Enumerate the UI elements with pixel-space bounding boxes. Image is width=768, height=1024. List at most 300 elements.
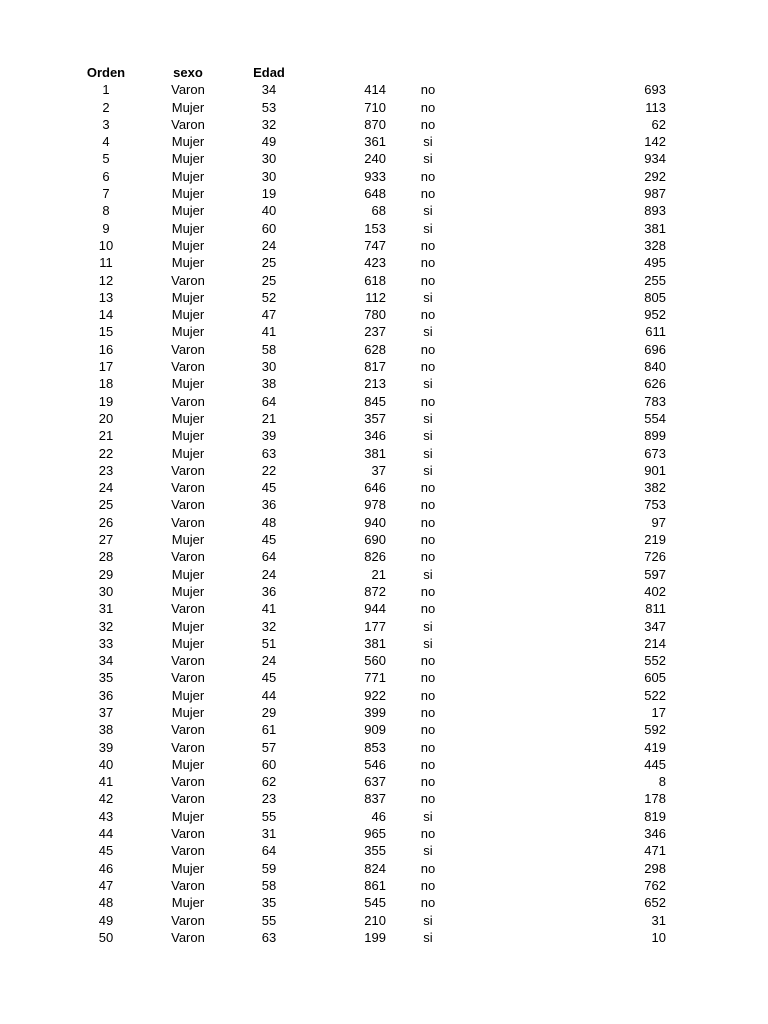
- cell-number: 783: [644, 393, 666, 409]
- cell-edad: 64: [261, 393, 277, 409]
- cell-response: si: [423, 220, 433, 236]
- table-row: [0, 479, 768, 496]
- cell-sexo: Mujer: [171, 704, 205, 720]
- cell-number: 347: [644, 618, 666, 634]
- table-row: [0, 445, 768, 462]
- cell-edad: 23: [261, 791, 277, 807]
- cell-value: 37: [371, 462, 386, 478]
- cell-value: 933: [364, 168, 386, 184]
- cell-edad: 51: [261, 635, 277, 651]
- cell-number: 328: [644, 237, 666, 253]
- table-body: [0, 81, 768, 946]
- cell-response: no: [420, 756, 436, 772]
- cell-sexo: Mujer: [171, 237, 205, 253]
- cell-edad: 36: [261, 583, 277, 599]
- table-row: [0, 600, 768, 617]
- table-row: [0, 618, 768, 635]
- cell-response: si: [423, 428, 433, 444]
- cell-sexo: Varon: [171, 497, 205, 513]
- cell-sexo: Varon: [171, 877, 205, 893]
- cell-edad: 35: [261, 895, 277, 911]
- table-row: [0, 929, 768, 946]
- table-row: [0, 289, 768, 306]
- cell-edad: 29: [261, 704, 277, 720]
- cell-value: 361: [364, 134, 386, 150]
- cell-orden: 30: [98, 583, 114, 599]
- cell-edad: 60: [261, 220, 277, 236]
- cell-orden: 6: [102, 168, 110, 184]
- cell-value: 780: [364, 307, 386, 323]
- cell-value: 560: [364, 653, 386, 669]
- cell-value: 853: [364, 739, 386, 755]
- cell-orden: 11: [99, 255, 113, 271]
- cell-number: 952: [644, 307, 666, 323]
- cell-edad: 30: [261, 168, 277, 184]
- cell-number: 97: [651, 514, 666, 530]
- cell-sexo: Varon: [171, 722, 205, 738]
- cell-edad: 60: [261, 756, 277, 772]
- cell-sexo: Mujer: [171, 808, 205, 824]
- table-row: [0, 687, 768, 704]
- cell-edad: 57: [261, 739, 277, 755]
- cell-orden: 1: [102, 82, 110, 98]
- cell-edad: 19: [261, 186, 277, 202]
- cell-orden: 27: [98, 532, 114, 548]
- cell-orden: 22: [98, 445, 114, 461]
- table-row: [0, 254, 768, 271]
- cell-sexo: Mujer: [171, 895, 205, 911]
- cell-edad: 24: [261, 237, 277, 253]
- cell-value: 940: [364, 514, 386, 530]
- cell-number: 554: [644, 410, 666, 426]
- cell-sexo: Mujer: [171, 168, 205, 184]
- cell-sexo: Mujer: [171, 428, 205, 444]
- cell-value: 112: [365, 289, 386, 305]
- table-row: [0, 566, 768, 583]
- cell-value: 381: [364, 445, 386, 461]
- cell-value: 628: [364, 341, 386, 357]
- table-row: [0, 531, 768, 548]
- cell-sexo: Varon: [171, 912, 205, 928]
- cell-edad: 58: [261, 341, 277, 357]
- cell-value: 381: [364, 635, 386, 651]
- table-row: [0, 808, 768, 825]
- cell-edad: 45: [261, 480, 277, 496]
- cell-sexo: Mujer: [171, 134, 205, 150]
- table-row: [0, 842, 768, 859]
- cell-number: 17: [651, 704, 666, 720]
- cell-sexo: Mujer: [171, 410, 205, 426]
- cell-orden: 13: [98, 289, 114, 305]
- table-row: [0, 168, 768, 185]
- cell-value: 355: [364, 843, 386, 859]
- cell-number: 31: [651, 912, 666, 928]
- cell-sexo: Mujer: [171, 255, 205, 271]
- cell-edad: 32: [261, 618, 277, 634]
- cell-orden: 24: [98, 480, 114, 496]
- table-row: [0, 894, 768, 911]
- cell-value: 210: [364, 912, 386, 928]
- cell-response: no: [420, 307, 436, 323]
- cell-number: 522: [644, 687, 666, 703]
- cell-value: 944: [364, 601, 386, 617]
- table-row: [0, 669, 768, 686]
- cell-sexo: Mujer: [171, 151, 205, 167]
- cell-response: no: [420, 704, 436, 720]
- cell-value: 817: [364, 359, 386, 375]
- cell-sexo: Mujer: [171, 566, 205, 582]
- cell-sexo: Varon: [171, 393, 205, 409]
- table-row: [0, 860, 768, 877]
- cell-value: 237: [364, 324, 386, 340]
- cell-edad: 31: [261, 826, 277, 842]
- cell-sexo: Varon: [171, 843, 205, 859]
- cell-response: no: [420, 860, 436, 876]
- cell-response: no: [420, 791, 436, 807]
- cell-edad: 45: [261, 670, 277, 686]
- data-sheet: [0, 64, 768, 946]
- cell-value: 646: [364, 480, 386, 496]
- cell-orden: 10: [98, 237, 114, 253]
- table-row: [0, 220, 768, 237]
- cell-edad: 41: [261, 601, 277, 617]
- cell-orden: 26: [98, 514, 114, 530]
- cell-response: no: [420, 877, 436, 893]
- cell-value: 199: [364, 929, 386, 945]
- cell-edad: 63: [261, 445, 277, 461]
- table-row: [0, 912, 768, 929]
- cell-response: si: [423, 203, 433, 219]
- cell-number: 626: [644, 376, 666, 392]
- cell-response: no: [420, 186, 436, 202]
- cell-response: no: [420, 601, 436, 617]
- cell-sexo: Varon: [171, 791, 205, 807]
- cell-number: 402: [644, 583, 666, 599]
- table-row: [0, 237, 768, 254]
- cell-edad: 36: [261, 497, 277, 513]
- cell-value: 399: [364, 704, 386, 720]
- cell-response: si: [423, 808, 433, 824]
- cell-orden: 15: [98, 324, 114, 340]
- cell-value: 922: [364, 687, 386, 703]
- table-row: [0, 202, 768, 219]
- cell-value: 978: [364, 497, 386, 513]
- cell-number: 934: [644, 151, 666, 167]
- cell-sexo: Varon: [171, 653, 205, 669]
- cell-orden: 49: [98, 912, 114, 928]
- cell-sexo: Mujer: [171, 307, 205, 323]
- cell-value: 648: [364, 186, 386, 202]
- table-row: [0, 635, 768, 652]
- cell-edad: 39: [261, 428, 277, 444]
- cell-response: no: [420, 722, 436, 738]
- cell-value: 346: [364, 428, 386, 444]
- cell-number: 445: [644, 756, 666, 772]
- cell-value: 357: [364, 410, 386, 426]
- cell-value: 545: [364, 895, 386, 911]
- cell-response: no: [420, 99, 436, 115]
- table-row: [0, 739, 768, 756]
- cell-number: 899: [644, 428, 666, 444]
- cell-orden: 9: [102, 220, 110, 236]
- table-row: [0, 825, 768, 842]
- cell-edad: 61: [261, 722, 277, 738]
- cell-value: 240: [364, 151, 386, 167]
- cell-sexo: Mujer: [171, 687, 205, 703]
- table-row: [0, 272, 768, 289]
- cell-response: si: [423, 566, 433, 582]
- cell-response: no: [420, 341, 436, 357]
- cell-response: no: [420, 116, 436, 132]
- cell-value: 423: [364, 255, 386, 271]
- cell-response: si: [423, 134, 433, 150]
- cell-edad: 24: [261, 566, 277, 582]
- cell-number: 819: [644, 808, 666, 824]
- table-row: [0, 514, 768, 531]
- table-row: [0, 410, 768, 427]
- cell-orden: 19: [98, 393, 114, 409]
- table-row: [0, 116, 768, 133]
- table-row: [0, 496, 768, 513]
- cell-sexo: Mujer: [171, 860, 205, 876]
- table-row: [0, 721, 768, 738]
- cell-orden: 47: [98, 877, 114, 893]
- cell-number: 611: [645, 324, 666, 340]
- cell-number: 298: [644, 860, 666, 876]
- cell-edad: 64: [261, 843, 277, 859]
- table-row: [0, 393, 768, 410]
- table-row: [0, 358, 768, 375]
- cell-sexo: Varon: [171, 774, 205, 790]
- cell-number: 10: [651, 929, 666, 945]
- cell-edad: 62: [261, 774, 277, 790]
- cell-edad: 64: [261, 549, 277, 565]
- cell-orden: 42: [98, 791, 114, 807]
- cell-number: 753: [644, 497, 666, 513]
- cell-number: 113: [645, 99, 666, 115]
- cell-response: si: [423, 289, 433, 305]
- cell-orden: 35: [98, 670, 114, 686]
- cell-edad: 38: [261, 376, 277, 392]
- cell-response: no: [420, 82, 436, 98]
- cell-sexo: Varon: [171, 826, 205, 842]
- cell-sexo: Mujer: [171, 532, 205, 548]
- cell-edad: 47: [261, 307, 277, 323]
- cell-response: no: [420, 826, 436, 842]
- cell-response: si: [423, 462, 433, 478]
- cell-value: 153: [364, 220, 386, 236]
- cell-number: 346: [644, 826, 666, 842]
- cell-response: si: [423, 376, 433, 392]
- cell-edad: 30: [261, 151, 277, 167]
- cell-edad: 41: [261, 324, 277, 340]
- cell-orden: 33: [98, 635, 114, 651]
- cell-value: 826: [364, 549, 386, 565]
- cell-response: no: [420, 653, 436, 669]
- cell-orden: 37: [98, 704, 114, 720]
- cell-sexo: Varon: [171, 462, 205, 478]
- cell-value: 861: [364, 877, 386, 893]
- cell-number: 726: [644, 549, 666, 565]
- cell-orden: 2: [102, 99, 110, 115]
- cell-number: 762: [644, 877, 666, 893]
- cell-response: no: [420, 895, 436, 911]
- cell-sexo: Mujer: [171, 203, 205, 219]
- table-row: [0, 462, 768, 479]
- cell-orden: 31: [98, 601, 114, 617]
- cell-number: 893: [644, 203, 666, 219]
- cell-edad: 63: [261, 929, 277, 945]
- table-row: [0, 790, 768, 807]
- cell-orden: 5: [102, 151, 110, 167]
- cell-response: no: [420, 237, 436, 253]
- cell-orden: 48: [98, 895, 114, 911]
- cell-sexo: Mujer: [171, 618, 205, 634]
- cell-number: 142: [644, 134, 666, 150]
- cell-edad: 24: [261, 653, 277, 669]
- table-row: [0, 150, 768, 167]
- table-row: [0, 306, 768, 323]
- cell-sexo: Varon: [171, 359, 205, 375]
- cell-orden: 7: [102, 186, 110, 202]
- cell-sexo: Varon: [171, 272, 205, 288]
- table-row: [0, 652, 768, 669]
- cell-number: 901: [644, 462, 666, 478]
- cell-value: 965: [364, 826, 386, 842]
- header-orden: Orden: [86, 65, 126, 80]
- cell-response: si: [423, 324, 433, 340]
- cell-orden: 41: [98, 774, 114, 790]
- cell-number: 652: [644, 895, 666, 911]
- cell-edad: 52: [261, 289, 277, 305]
- cell-number: 419: [644, 739, 666, 755]
- cell-number: 381: [644, 220, 666, 236]
- table-row: [0, 548, 768, 565]
- cell-response: no: [420, 774, 436, 790]
- cell-edad: 21: [261, 410, 277, 426]
- header-sexo: sexo: [173, 65, 203, 80]
- cell-sexo: Varon: [171, 549, 205, 565]
- cell-sexo: Mujer: [171, 324, 205, 340]
- cell-response: no: [420, 359, 436, 375]
- cell-sexo: Mujer: [171, 583, 205, 599]
- cell-number: 592: [644, 722, 666, 738]
- cell-number: 673: [644, 445, 666, 461]
- cell-number: 292: [644, 168, 666, 184]
- cell-sexo: Varon: [171, 929, 205, 945]
- cell-number: 382: [644, 480, 666, 496]
- cell-number: 495: [644, 255, 666, 271]
- cell-response: si: [423, 929, 433, 945]
- cell-response: no: [420, 272, 436, 288]
- cell-number: 552: [644, 653, 666, 669]
- cell-edad: 25: [261, 272, 277, 288]
- cell-orden: 17: [98, 359, 114, 375]
- cell-response: no: [420, 514, 436, 530]
- cell-response: si: [423, 445, 433, 461]
- cell-orden: 8: [102, 203, 110, 219]
- cell-orden: 16: [98, 341, 114, 357]
- cell-response: no: [420, 670, 436, 686]
- cell-response: no: [420, 255, 436, 271]
- cell-edad: 53: [261, 99, 277, 115]
- cell-response: no: [420, 532, 436, 548]
- cell-orden: 28: [98, 549, 114, 565]
- cell-orden: 25: [98, 497, 114, 513]
- table-row: [0, 99, 768, 116]
- cell-number: 219: [644, 532, 666, 548]
- cell-number: 8: [658, 774, 666, 790]
- cell-response: si: [423, 843, 433, 859]
- cell-number: 605: [644, 670, 666, 686]
- cell-orden: 32: [98, 618, 114, 634]
- cell-response: no: [420, 497, 436, 513]
- cell-edad: 59: [261, 860, 277, 876]
- cell-edad: 32: [261, 116, 277, 132]
- cell-number: 597: [644, 566, 666, 582]
- cell-number: 811: [645, 601, 666, 617]
- cell-response: no: [420, 549, 436, 565]
- cell-orden: 23: [98, 462, 114, 478]
- cell-number: 696: [644, 341, 666, 357]
- cell-orden: 50: [98, 929, 114, 945]
- cell-edad: 48: [261, 514, 277, 530]
- cell-sexo: Mujer: [171, 445, 205, 461]
- cell-number: 255: [644, 272, 666, 288]
- table-row: [0, 583, 768, 600]
- cell-sexo: Varon: [171, 116, 205, 132]
- cell-response: si: [423, 410, 433, 426]
- cell-value: 177: [364, 618, 386, 634]
- table-row: [0, 427, 768, 444]
- cell-orden: 43: [98, 808, 114, 824]
- table-row: [0, 756, 768, 773]
- cell-sexo: Varon: [171, 601, 205, 617]
- cell-response: no: [420, 739, 436, 755]
- cell-orden: 40: [98, 756, 114, 772]
- table-row: [0, 877, 768, 894]
- cell-orden: 21: [98, 428, 114, 444]
- cell-sexo: Varon: [171, 514, 205, 530]
- cell-sexo: Mujer: [171, 289, 205, 305]
- cell-edad: 55: [261, 808, 277, 824]
- table-row: [0, 773, 768, 790]
- table-row: [0, 704, 768, 721]
- cell-sexo: Mujer: [171, 635, 205, 651]
- cell-value: 909: [364, 722, 386, 738]
- cell-orden: 20: [98, 410, 114, 426]
- table-row: [0, 185, 768, 202]
- cell-number: 840: [644, 359, 666, 375]
- cell-orden: 38: [98, 722, 114, 738]
- table-row: [0, 81, 768, 98]
- cell-response: no: [420, 168, 436, 184]
- cell-response: no: [420, 687, 436, 703]
- cell-value: 837: [364, 791, 386, 807]
- cell-edad: 22: [261, 462, 277, 478]
- cell-edad: 34: [261, 82, 277, 98]
- cell-sexo: Varon: [171, 82, 205, 98]
- cell-sexo: Varon: [171, 480, 205, 496]
- cell-sexo: Varon: [171, 739, 205, 755]
- cell-value: 618: [364, 272, 386, 288]
- cell-number: 62: [651, 116, 666, 132]
- cell-value: 872: [364, 583, 386, 599]
- cell-number: 214: [644, 635, 666, 651]
- cell-value: 870: [364, 116, 386, 132]
- cell-orden: 39: [98, 739, 114, 755]
- cell-number: 693: [644, 82, 666, 98]
